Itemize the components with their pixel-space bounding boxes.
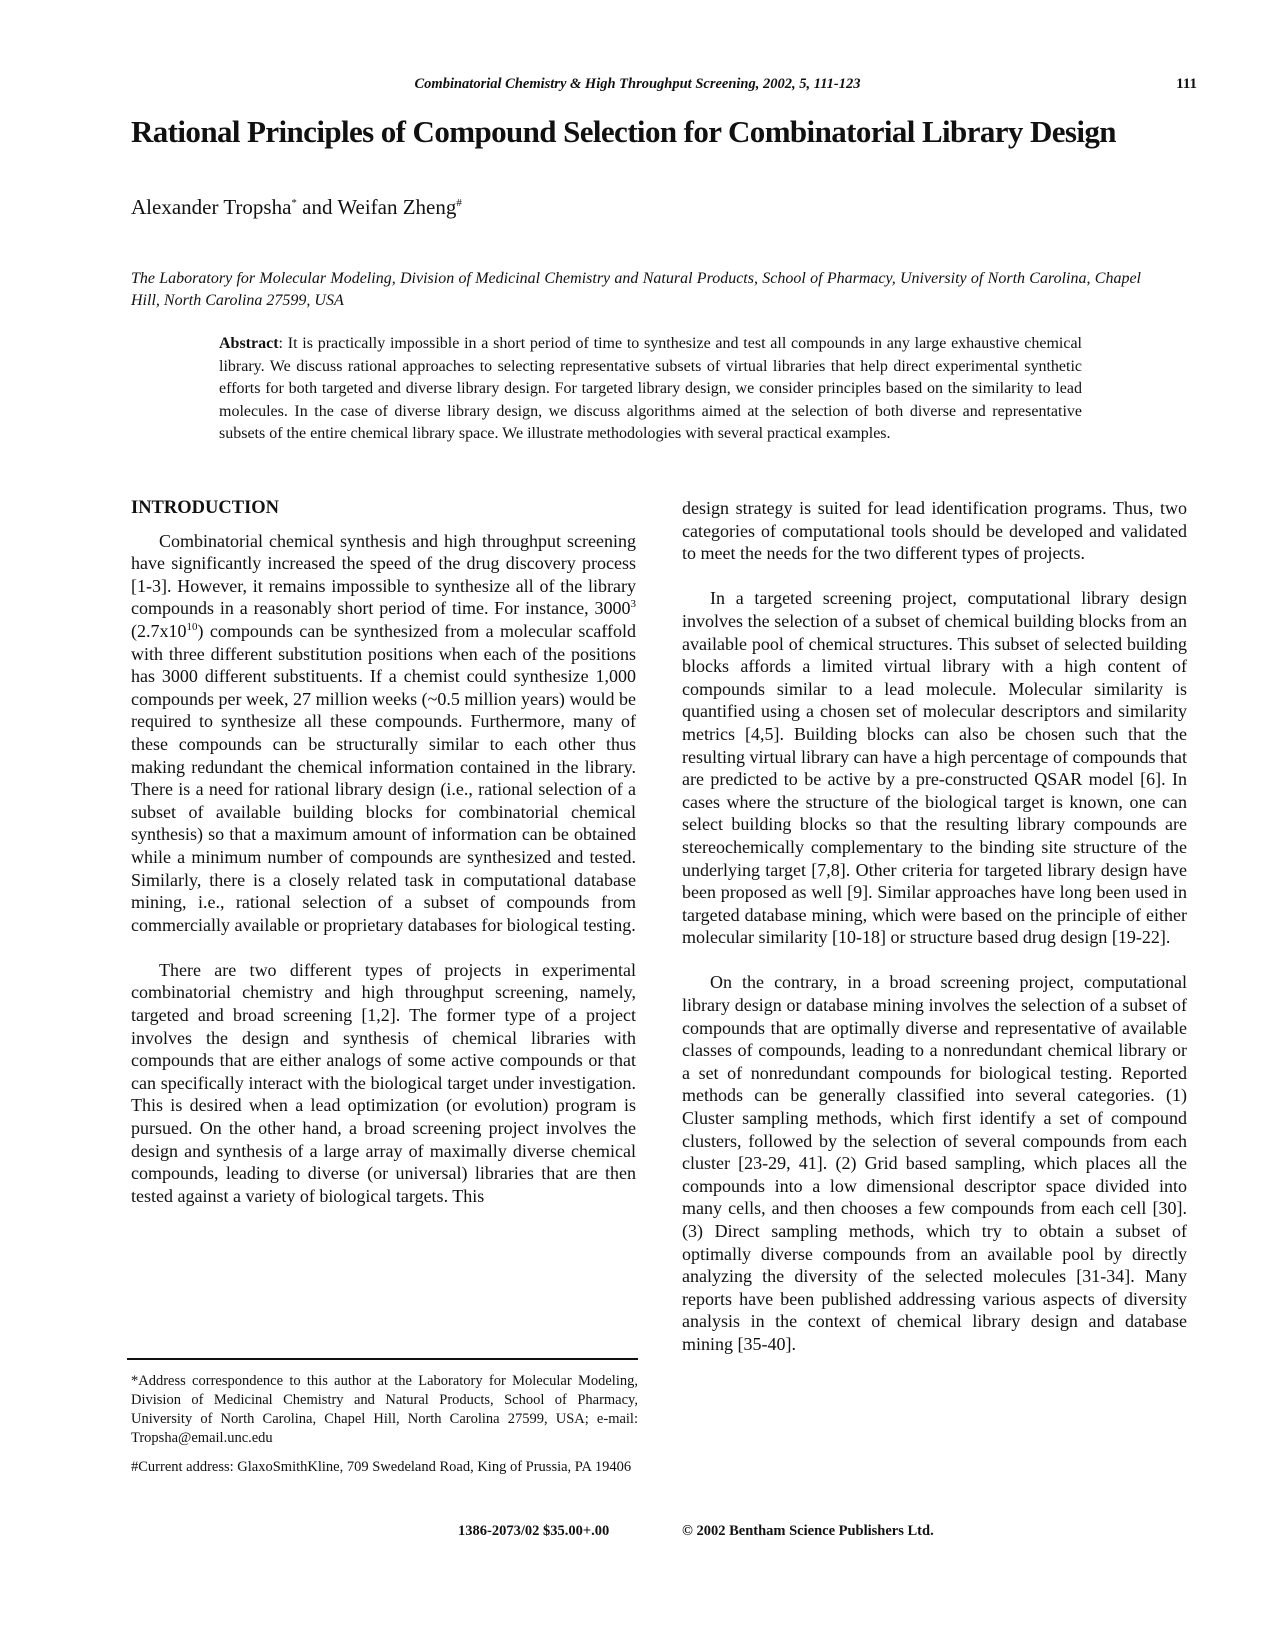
footnotes: [131, 1372, 638, 1487]
author-name: Weifan Zheng: [337, 195, 457, 219]
section-heading: INTRODUCTION: [131, 498, 280, 518]
journal-header: Combinatorial Chemistry & High Throughput Screening, 2002, 5, 111-123: [414, 76, 861, 92]
paragraph: On the contrary, in a broad screening project, computational library design or database mining involves the selection of a subset of compounds that are optimally diverse and representative of available classes of compounds, leading to a nonredundant chemical library or a set of nonredundant compounds for biological testing. Reported methods can be generally classified into several categories. (1) Cluster sampling methods, which first identify a set of compound clusters, followed by the selection of several compounds from each cluster [23-29, 41]. (2) Grid based sampling, which places all the compounds into a low dimensional descriptor space divided into many cells, and then chooses a few compounds from each cell [30]. (3) Direct sampling methods, which try to obtain a subset of optimally diverse compounds from an available pool by directly analyzing the diversity of the selected molecules [31-34]. Many reports have been published addressing various aspects of diversity analysis in the context of chemical library design and database mining [35-40].: [682, 972, 1187, 1354]
author-mark: *: [291, 197, 297, 209]
paragraph: [131, 530, 641, 937]
abstract: [219, 333, 1082, 446]
abstract-label: Abstract: [219, 335, 279, 352]
author-mark: #: [456, 197, 462, 209]
page-number: 111: [1176, 76, 1197, 92]
superscript: 3: [630, 598, 636, 611]
footer-issn: 1386-2073/02 $35.00+.00: [458, 1523, 610, 1539]
author-name: Alexander Tropsha: [131, 195, 292, 219]
footnote: #Current address: GlaxoSmithKline, 709 Swedeland Road, King of Prussia, PA 19406: [131, 1459, 632, 1475]
right-column: [682, 497, 1187, 1356]
paragraph: design strategy is suited for lead identification programs. Thus, two categories of computational tools should be developed and validated to meet the needs for the two different types of projects.: [682, 498, 1187, 564]
author-joiner: and: [296, 195, 338, 219]
paragraph-text: ) compounds can be synthesized from a molecular scaffold with three different substitution positions when each of the positions has 3000 different substituents. If a chemist could synthesize 1,000 compounds per week, 27 million weeks (~0.5 million years) would be required to synthesize all these compounds. Furthermore, many of these compounds can be structurally similar to each other thus making redundant the chemical information contained in the library. There is a need for rational library design (i.e., rational selection of a subset of available building blocks for combinatorial chemical synthesis) so that a maximum amount of information can be obtained while a minimum number of compounds are synthesized and tested. Similarly, there is a closely related task in computational database mining, i.e., rational selection of a subset of compounds from commercially available or proprietary databases for biological testing.: [131, 620, 636, 935]
footnote: *Address correspondence to this author at the Laboratory for Molecular Modeling, Division of Medicinal Chemistry and Natural Products, School of Pharmacy, University of North Carolina, Chapel Hill, North Carolina 27599, USA; e-mail: Tropsha@email.unc.edu: [131, 1373, 638, 1446]
superscript: 10: [186, 620, 198, 633]
abstract-text: : It is practically impossible in a short period of time to synthesize and test all compounds in any large exhaustive chemical library. We discuss rational approaches to selecting representative subsets of virtual libraries that help direct experimental synthetic efforts for both targeted and diverse library design. For targeted library design, we consider principles based on the similarity to lead molecules. In the case of diverse library design, we discuss algorithms aimed at the selection of both diverse and representative subsets of the entire chemical library space. We illustrate methodologies with several practical examples.: [219, 335, 1082, 442]
footer-copyright: © 2002 Bentham Science Publishers Ltd.: [682, 1523, 934, 1539]
paragraph: In a targeted screening project, computational library design involves the selection of a subset of chemical building blocks from an available pool of chemical structures. This subset of selected building blocks affords a limited virtual library with a high content of compounds similar to a lead molecule. Molecular similarity is quantified using a chosen set of molecular descriptors and similarity metrics [4,5]. Building blocks can also be chosen such that the resulting virtual library can have a high percentage of compounds that are predicted to be active by a pre-constructed QSAR model [6]. In cases where the structure of the biological target is known, one can select building blocks so that the resulting library compounds are stereochemically complementary to the binding site structure of the underlying target [7,8]. Other criteria for targeted library design have been proposed as well [9]. Similar approaches have long been used in targeted database mining, which were based on the principle of either molecular similarity [10-18] or structure based drug design [19-22].: [682, 588, 1187, 948]
author-list: [131, 195, 462, 220]
paragraph-text: (2.7x10: [131, 598, 641, 641]
left-column: [131, 497, 641, 1207]
paragraph: There are two different types of projects in experimental combinatorial chemistry and high throughput screening, namely, targeted and broad screening [1,2]. The former type of a project involves the design and synthesis of chemical libraries with compounds that are either analogs of some active compounds or that can specifically interact with the biological target under investigation. This is desired when a lead optimization (or evolution) program is pursued. On the other hand, a broad screening project involves the design and synthesis of a large array of maximally diverse chemical compounds, leading to diverse (or universal) libraries that are then tested against a variety of biological targets. This: [131, 959, 636, 1206]
paragraph-text: Combinatorial chemical synthesis and high throughput screening have significantly increased the speed of the drug discovery process [1-3]. However, it remains impossible to synthesize all of the library compounds in a reasonably short period of time. For instance, 3000: [131, 530, 636, 619]
affiliation: The Laboratory for Molecular Modeling, Division of Medicinal Chemistry and Natural Products, School of Pharmacy, University of North Carolina, Chapel Hill, North Carolina 27599, USA: [131, 270, 1141, 309]
footnote-divider: [127, 1358, 638, 1360]
paper-title: Rational Principles of Compound Selection for Combinatorial Library Design: [131, 114, 1116, 149]
